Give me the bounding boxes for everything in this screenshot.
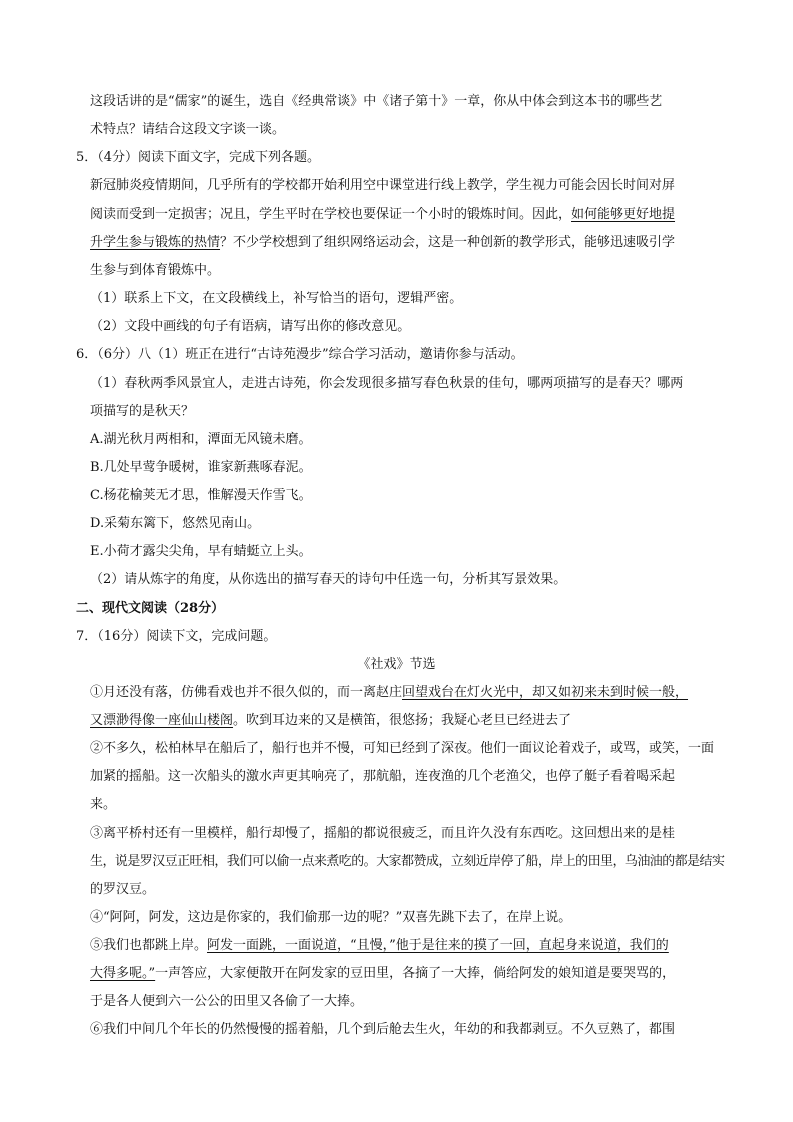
underlined-sentence: 又漂渺得像一座仙山楼阁 — [90, 713, 234, 728]
text-line: 术特点？请结合这段文字谈一谈。 — [90, 122, 286, 137]
option-c: C.杨花榆荚无才思，惟解漫天作雪飞。 — [90, 488, 312, 503]
paragraph-line: ④“阿阿，阿发，这边是你家的，我们偷那一边的呢？”双喜先跳下去了，在岸上说。 — [90, 910, 572, 925]
paragraph-line: ②不多久，松柏林早在船后了，船行也并不慢，可知已经到了深夜。他们一面议论着戏子，或骂，或笑，一面 — [90, 741, 715, 756]
paragraph-line: 又漂渺得像一座仙山楼阁。吹到耳边来的又是横笛，很悠扬；我疑心老旦已经进去了 — [90, 713, 572, 728]
paragraph-line: ⑥我们中间几个年长的仍然慢慢的摇着船，几个到后舱去生火，年幼的和我都剥豆。不久豆熟了，都围 — [90, 1022, 676, 1037]
paragraph-line: ⑤我们也都跳上岸。阿发一面跳，一面说道，“且慢，”他于是往来的摸了一回，直起身来说道，我们的 — [90, 938, 669, 953]
option-b: B.几处早莺争暖树，谁家新燕啄春泥。 — [90, 460, 312, 475]
underlined-sentence: 回望戏台在灯火光中，却又如初来未到时候一般， — [402, 685, 689, 700]
option-e: E.小荷才露尖尖角，早有蜻蜓立上头。 — [90, 544, 312, 559]
underlined-sentence: 如何能够更好地提 — [571, 207, 676, 222]
sub-question: （1）联系上下文，在文段横线上，补写恰当的语句，逻辑严密。 — [90, 291, 463, 306]
paragraph-line: 生，说是罗汉豆正旺相，我们可以偷一点来煮吃的。大家都赞成，立刻近岸停了船，岸上的田里，乌油油的都是结实 — [90, 854, 725, 869]
text-line: 项描写的是秋天？ — [90, 404, 195, 419]
paragraph-line: 于是各人便到六一公公的田里又各偷了一大捧。 — [90, 994, 364, 1009]
paragraph-line: 来。 — [90, 797, 117, 812]
text-line: 新冠肺炎疫情期间，几乎所有的学校都开始利用空中课堂进行线上教学，学生视力可能会因长时间对屏 — [90, 178, 676, 193]
paragraph-line: 大得多呢。”一声答应，大家便散开在阿发家的豆田里，各摘了一大捧，倘给阿发的娘知道是要哭骂的， — [90, 966, 676, 981]
text-line: 这段话讲的是“儒家”的诞生，选自《经典常谈》中《诸子第十》一章，你从中体会到这本书的哪些艺 — [90, 94, 663, 109]
text-line: 升学生参与锻炼的热情？不少学校想到了组织网络运动会，这是一种创新的教学形式，能够迅速吸引学 — [90, 235, 676, 250]
paragraph-line: ①月还没有落，仿佛看戏也并不很久似的，而一离赵庄回望戏台在灯火光中，却又如初来未到时候一般， — [90, 685, 689, 700]
paragraph-line: 加紧的摇船。这一次船头的激水声更其响亮了，那航船，连夜渔的几个老渔父，也停了艇子看着喝采起 — [90, 769, 676, 784]
text-line: 生参与到体育锻炼中。 — [90, 263, 221, 278]
sub-question: （2）文段中画线的句子有语病，请写出你的修改意见。 — [90, 319, 411, 334]
paragraph-line: ③离平桥村还有一里模样，船行却慢了，摇船的都说很疲乏，而且许久没有东西吃。这回想出来的是桂 — [90, 826, 676, 841]
underlined-sentence: 升学生参与锻炼的热情 — [90, 235, 221, 250]
option-a: A.湖光秋月两相和，潭面无风镜未磨。 — [90, 432, 312, 447]
question-6-heading: 6．（6分）八（1）班正在进行“古诗苑漫步”综合学习活动，邀请你参与活动。 — [76, 347, 524, 362]
paragraph-line: 的罗汉豆。 — [90, 882, 156, 897]
section-heading: 二、现代文阅读（28分） — [76, 601, 225, 616]
question-5-heading: 5．（4分）阅读下面文字，完成下列各题。 — [76, 150, 321, 165]
text-line: 阅读而受到一定损害；况且，学生平时在学校也要保证一个小时的锻炼时间。因此，如何能够更好地提 — [90, 207, 676, 222]
sub-question: （2）请从炼字的角度，从你选出的描写春天的诗句中任选一句，分析其写景效果。 — [90, 572, 567, 587]
option-d: D.采菊东篱下，悠然见南山。 — [90, 516, 261, 531]
underlined-sentence: 大得多呢。” — [90, 966, 156, 981]
sub-question: （1）春秋两季风景宜人，走进古诗苑，你会发现很多描写春色秋景的佳句，哪两项描写的是春天？哪两 — [90, 376, 684, 391]
underlined-sentence: 阿发一面跳，一面说道，“且慢，”他于是往来的摸了一回，直起身来说道，我们的 — [207, 938, 669, 953]
passage-title: 《社戏》节选 — [357, 657, 436, 672]
question-7-heading: 7．（16分）阅读下文，完成问题。 — [76, 629, 277, 644]
